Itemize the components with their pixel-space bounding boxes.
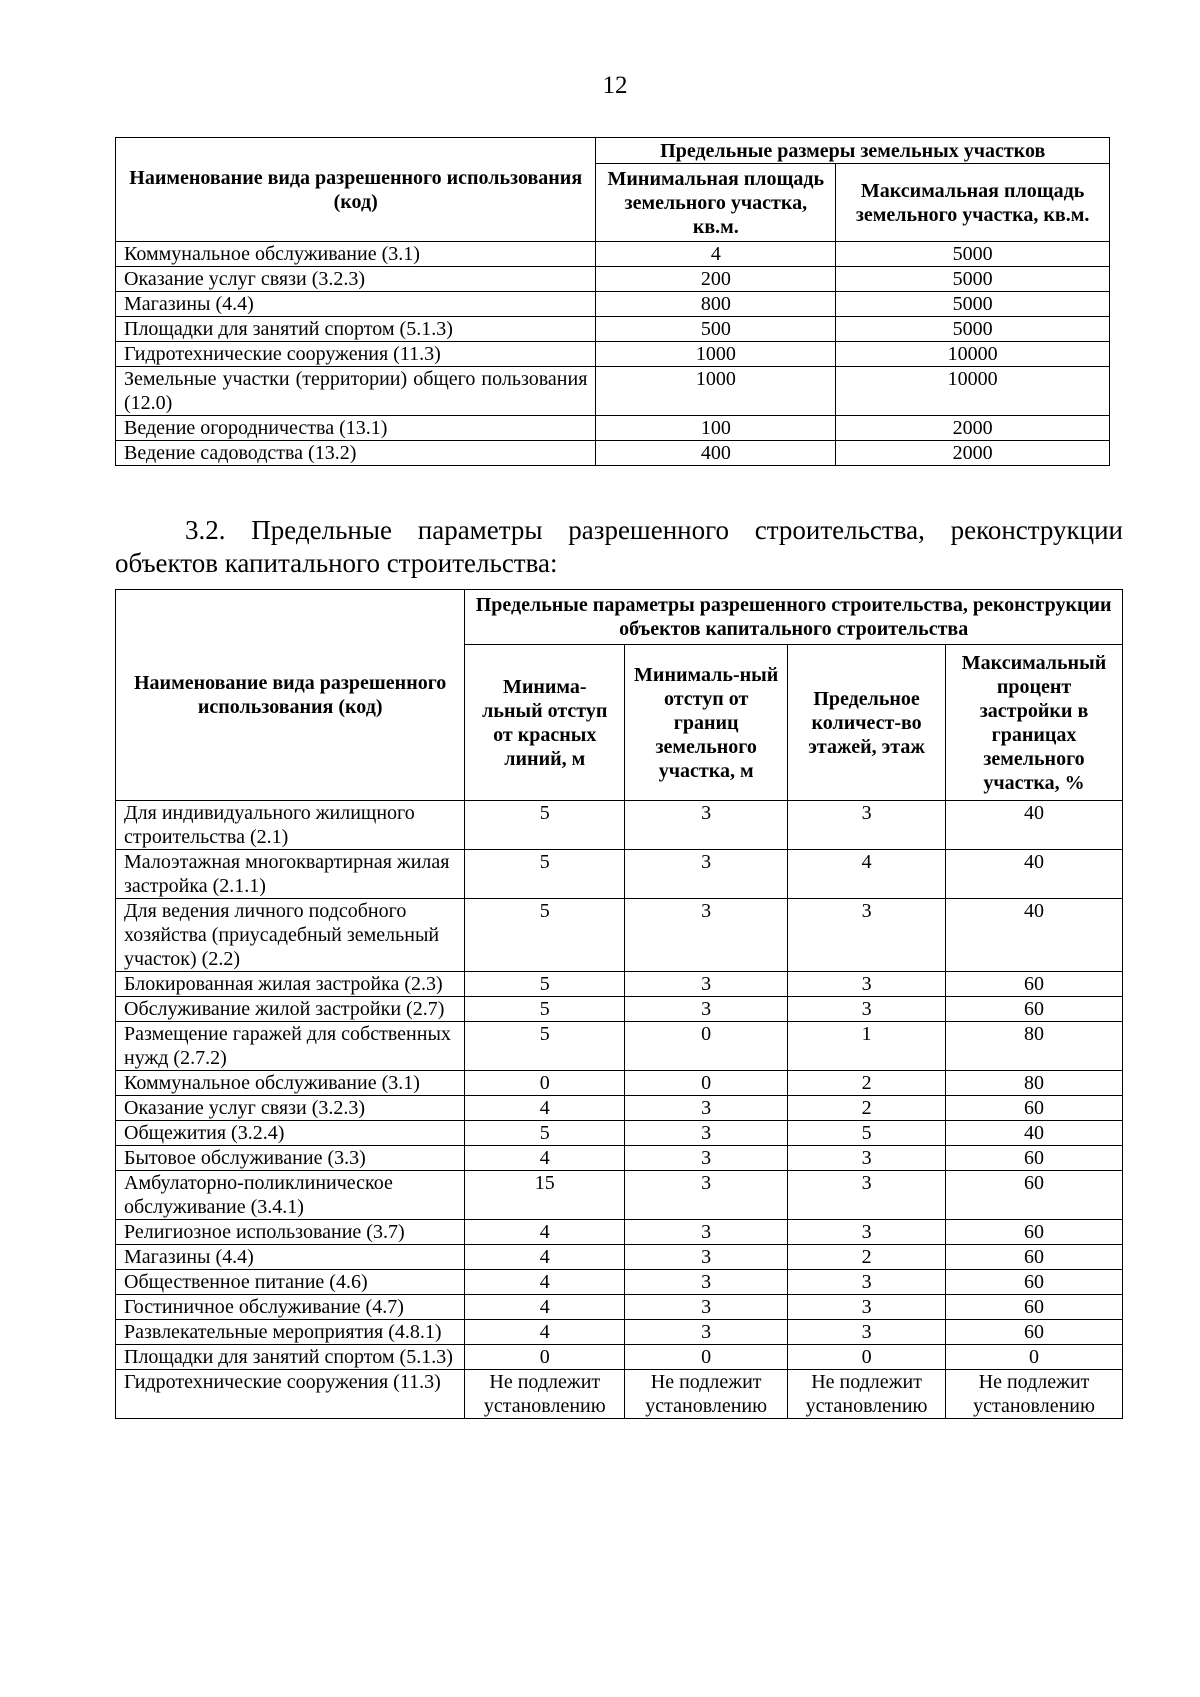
land-use-name: Ведение огородничества (13.1) (116, 416, 596, 441)
floors-value: 2 (788, 1245, 946, 1270)
land-use-name: Оказание услуг связи (3.2.3) (116, 1096, 465, 1121)
max-area-value: 2000 (836, 416, 1110, 441)
coverage-value: 60 (946, 1245, 1123, 1270)
t2-group-header: Предельные параметры разрешенного строительства, реконструкции объектов капитального строительства (465, 590, 1123, 645)
land-use-name: Общежития (3.2.4) (116, 1121, 465, 1146)
red-line-setback-value: 4 (465, 1245, 625, 1270)
t1-body (116, 242, 1110, 466)
coverage-value: Не подлежит установлению (946, 1370, 1123, 1419)
table-row (116, 1295, 1123, 1320)
t1-group-header: Предельные размеры земельных участков (596, 138, 1110, 164)
boundary-setback-value: 3 (625, 1270, 788, 1295)
table-row (116, 416, 1110, 441)
table-row (116, 1171, 1123, 1220)
t2-name-col-header: Наименование вида разрешенного использования (код) (116, 590, 465, 801)
land-use-name: Магазины (4.4) (116, 292, 596, 317)
floors-value: 5 (788, 1121, 946, 1146)
boundary-setback-value: 3 (625, 1146, 788, 1171)
boundary-setback-value: 3 (625, 1171, 788, 1220)
boundary-setback-value: 0 (625, 1071, 788, 1096)
table-row (116, 342, 1110, 367)
red-line-setback-value: 4 (465, 1220, 625, 1245)
land-use-name: Коммунальное обслуживание (3.1) (116, 242, 596, 267)
land-use-name: Размещение гаражей для собственных нужд (2.7.2) (116, 1022, 465, 1071)
red-line-setback-value: 4 (465, 1096, 625, 1121)
min-area-value: 1000 (596, 367, 836, 416)
boundary-setback-value: 3 (625, 1245, 788, 1270)
land-use-name: Магазины (4.4) (116, 1245, 465, 1270)
table-row (116, 242, 1110, 267)
floors-value: 2 (788, 1071, 946, 1096)
red-line-setback-value: 4 (465, 1146, 625, 1171)
red-line-setback-value: 15 (465, 1171, 625, 1220)
table-row (116, 1096, 1123, 1121)
table-row (116, 1270, 1123, 1295)
max-area-value: 10000 (836, 367, 1110, 416)
coverage-value: 60 (946, 1320, 1123, 1345)
t1-name-col-header: Наименование вида разрешенного использования (код) (116, 138, 596, 242)
floors-value: 3 (788, 899, 946, 972)
boundary-setback-value: 3 (625, 850, 788, 899)
table-row (116, 899, 1123, 972)
floors-value: 3 (788, 1270, 946, 1295)
land-use-name: Общественное питание (4.6) (116, 1270, 465, 1295)
land-use-name: Ведение садоводства (13.2) (116, 441, 596, 466)
land-use-name: Земельные участки (территории) общего пользования (12.0) (116, 367, 596, 416)
table-row (116, 1146, 1123, 1171)
red-line-setback-value: Не подлежит установлению (465, 1370, 625, 1419)
table-row (116, 997, 1123, 1022)
land-use-name: Блокированная жилая застройка (2.3) (116, 972, 465, 997)
table-row (116, 1370, 1123, 1419)
t2-body (116, 801, 1123, 1419)
floors-value: 3 (788, 801, 946, 850)
boundary-setback-value: Не подлежит установлению (625, 1370, 788, 1419)
floors-value: 3 (788, 1171, 946, 1220)
coverage-value: 60 (946, 972, 1123, 997)
max-area-value: 5000 (836, 242, 1110, 267)
red-line-setback-value: 5 (465, 899, 625, 972)
land-use-name: Площадки для занятий спортом (5.1.3) (116, 1345, 465, 1370)
boundary-setback-value: 3 (625, 1220, 788, 1245)
land-use-name: Для индивидуального жилищного строительства (2.1) (116, 801, 465, 850)
land-use-name: Гидротехнические сооружения (11.3) (116, 1370, 465, 1419)
t2-red-line-setback-header: Минима-льный отступ от красных линий, м (465, 645, 625, 801)
table-row (116, 267, 1110, 292)
land-use-name: Для ведения личного подсобного хозяйства (приусадебный земельный участок) (2.2) (116, 899, 465, 972)
boundary-setback-value: 3 (625, 1295, 788, 1320)
coverage-value: 0 (946, 1345, 1123, 1370)
coverage-value: 40 (946, 850, 1123, 899)
red-line-setback-value: 4 (465, 1270, 625, 1295)
red-line-setback-value: 4 (465, 1295, 625, 1320)
table-row (116, 850, 1123, 899)
land-use-name: Оказание услуг связи (3.2.3) (116, 267, 596, 292)
table-row (116, 1022, 1123, 1071)
land-use-name: Обслуживание жилой застройки (2.7) (116, 997, 465, 1022)
coverage-value: 60 (946, 997, 1123, 1022)
land-use-name: Площадки для занятий спортом (5.1.3) (116, 317, 596, 342)
table-row (116, 1071, 1123, 1096)
table-row (116, 1345, 1123, 1370)
floors-value: 3 (788, 1320, 946, 1345)
land-use-name: Гостиничное обслуживание (4.7) (116, 1295, 465, 1320)
boundary-setback-value: 3 (625, 997, 788, 1022)
t1-min-area-header: Минимальная площадь земельного участка, кв.м. (596, 164, 836, 242)
floors-value: 0 (788, 1345, 946, 1370)
min-area-value: 400 (596, 441, 836, 466)
max-area-value: 5000 (836, 267, 1110, 292)
land-use-name: Религиозное использование (3.7) (116, 1220, 465, 1245)
coverage-value: 40 (946, 899, 1123, 972)
floors-value: 4 (788, 850, 946, 899)
land-use-name: Развлекательные мероприятия (4.8.1) (116, 1320, 465, 1345)
land-use-name: Гидротехнические сооружения (11.3) (116, 342, 596, 367)
table-row (116, 1245, 1123, 1270)
max-area-value: 5000 (836, 317, 1110, 342)
boundary-setback-value: 3 (625, 801, 788, 850)
land-use-name: Коммунальное обслуживание (3.1) (116, 1071, 465, 1096)
boundary-setback-value: 3 (625, 1096, 788, 1121)
table-row (116, 441, 1110, 466)
coverage-value: 60 (946, 1220, 1123, 1245)
coverage-value: 60 (946, 1146, 1123, 1171)
floors-value: 3 (788, 972, 946, 997)
max-area-value: 5000 (836, 292, 1110, 317)
construction-params-table (115, 589, 1123, 1419)
t1-max-area-header: Максимальная площадь земельного участка, кв.м. (836, 164, 1110, 242)
floors-value: 3 (788, 1146, 946, 1171)
red-line-setback-value: 4 (465, 1320, 625, 1345)
red-line-setback-value: 0 (465, 1071, 625, 1096)
table-row (116, 292, 1110, 317)
floors-value: 1 (788, 1022, 946, 1071)
min-area-value: 4 (596, 242, 836, 267)
page-number: 12 (602, 72, 628, 99)
floors-value: 2 (788, 1096, 946, 1121)
coverage-value: 80 (946, 1071, 1123, 1096)
red-line-setback-value: 5 (465, 801, 625, 850)
boundary-setback-value: 0 (625, 1022, 788, 1071)
boundary-setback-value: 3 (625, 1121, 788, 1146)
floors-value: Не подлежит установлению (788, 1370, 946, 1419)
land-use-name: Бытовое обслуживание (3.3) (116, 1146, 465, 1171)
land-use-name: Амбулаторно-поликлиническое обслуживание (3.4.1) (116, 1171, 465, 1220)
boundary-setback-value: 0 (625, 1345, 788, 1370)
lot-size-table (115, 137, 1110, 466)
floors-value: 3 (788, 1295, 946, 1320)
t2-boundary-setback-header: Минималь-ный отступ от границ земельного участка, м (625, 645, 788, 801)
coverage-value: 40 (946, 1121, 1123, 1146)
min-area-value: 200 (596, 267, 836, 292)
coverage-value: 60 (946, 1270, 1123, 1295)
red-line-setback-value: 5 (465, 1121, 625, 1146)
boundary-setback-value: 3 (625, 1320, 788, 1345)
red-line-setback-value: 5 (465, 972, 625, 997)
land-use-name: Малоэтажная многоквартирная жилая застройка (2.1.1) (116, 850, 465, 899)
coverage-value: 40 (946, 801, 1123, 850)
min-area-value: 500 (596, 317, 836, 342)
table-row (116, 972, 1123, 997)
coverage-value: 60 (946, 1096, 1123, 1121)
red-line-setback-value: 5 (465, 1022, 625, 1071)
coverage-value: 60 (946, 1295, 1123, 1320)
table-row (116, 1220, 1123, 1245)
t2-coverage-header: Максимальный процент застройки в границах земельного участка, % (946, 645, 1123, 801)
floors-value: 3 (788, 1220, 946, 1245)
boundary-setback-value: 3 (625, 899, 788, 972)
table-row (116, 367, 1110, 416)
max-area-value: 2000 (836, 441, 1110, 466)
table-row (116, 317, 1110, 342)
floors-value: 3 (788, 997, 946, 1022)
section-3-2-text: 3.2. Предельные параметры разрешенного строительства, реконструкции объектов капитального строительства: (115, 515, 1123, 578)
table-row (116, 1320, 1123, 1345)
min-area-value: 800 (596, 292, 836, 317)
table-row (116, 801, 1123, 850)
min-area-value: 1000 (596, 342, 836, 367)
coverage-value: 80 (946, 1022, 1123, 1071)
max-area-value: 10000 (836, 342, 1110, 367)
table-row (116, 1121, 1123, 1146)
red-line-setback-value: 5 (465, 850, 625, 899)
coverage-value: 60 (946, 1171, 1123, 1220)
red-line-setback-value: 5 (465, 997, 625, 1022)
boundary-setback-value: 3 (625, 972, 788, 997)
min-area-value: 100 (596, 416, 836, 441)
t2-floors-header: Предельное количест-во этажей, этаж (788, 645, 946, 801)
red-line-setback-value: 0 (465, 1345, 625, 1370)
